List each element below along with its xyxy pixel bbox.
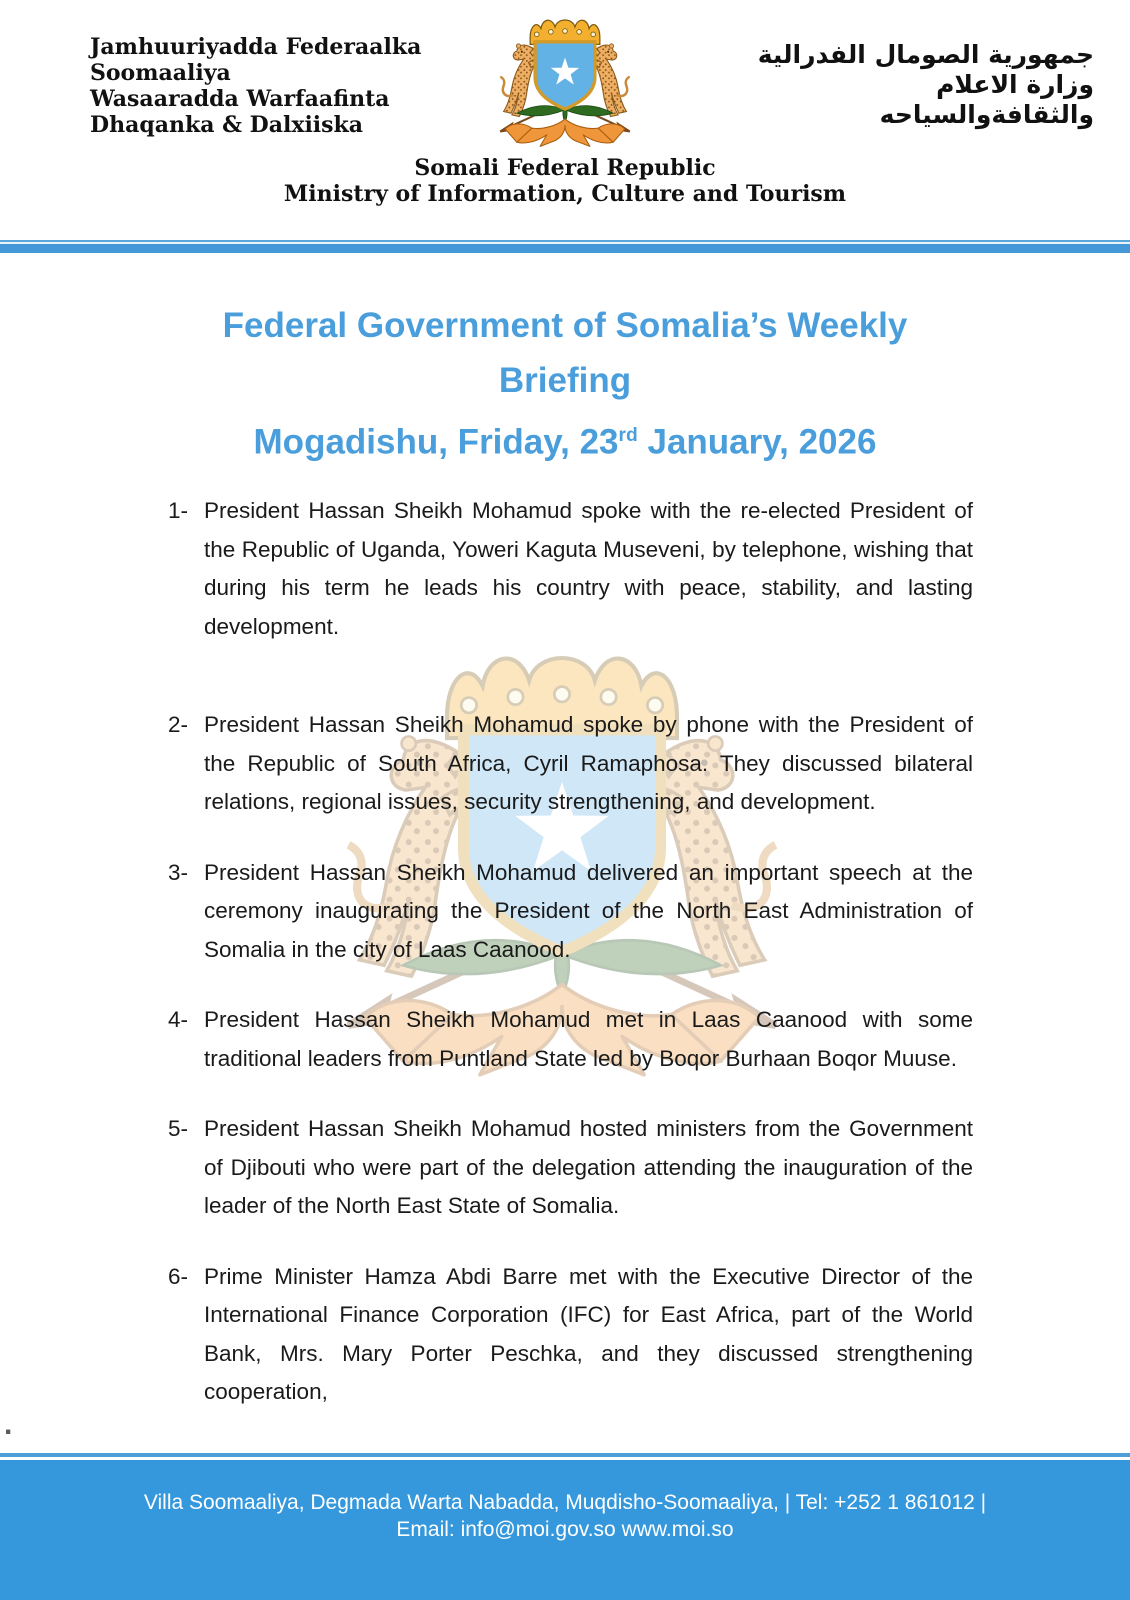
- org-english-line: Somali Federal Republic: [414, 155, 716, 181]
- item-text: President Hassan Sheikh Mohamud met in Laas Caanood with some traditional leaders from Puntland State led by Boqor Burhaan Boqor Muuse.: [204, 1007, 973, 1071]
- briefing-item-5: [168, 1110, 973, 1226]
- arabic-line: والثقافةوالسياحه: [879, 100, 1094, 129]
- item-number: 1-: [168, 498, 189, 523]
- footer-address-line: Villa Soomaaliya, Degmada Warta Nabadda, Muqdisho-Soomaaliya, | Tel: +252 1 861012 |: [143, 1491, 987, 1514]
- item-text: President Hassan Sheikh Mohamud hosted ministers from the Government of Djibouti who were part of the delegation attending the inauguration of the leader of the North East State of Somalia.: [204, 1116, 973, 1218]
- ordinal-superscript: rd: [618, 425, 638, 446]
- briefing-item-2: [168, 706, 973, 822]
- header-divider: [0, 240, 1130, 253]
- item-number: 3-: [168, 859, 189, 885]
- org-line: Dhaqanka & Dalxiiska: [90, 112, 364, 138]
- org-english-line: Ministry of Information, Culture and Tourism: [283, 181, 847, 207]
- footer-email-line: Email: info@moi.gov.so www.moi.so: [396, 1518, 734, 1541]
- title-line-1: Federal Government of Somalia’s Weekly: [222, 306, 908, 345]
- item-text: Prime Minister Hamza Abdi Barre met with the Executive Director of the International Finance Corporation (IFC) for East Africa, part of the World Bank, Mrs. Mary Porter Peschka, and they discussed strengthening cooperation,: [204, 1263, 973, 1404]
- briefing-list: [168, 492, 973, 1444]
- page-title: [0, 298, 1130, 470]
- org-name-arabic: [758, 40, 1094, 130]
- page-footer: [0, 1453, 1130, 1600]
- title-line-2: Briefing: [498, 361, 632, 400]
- org-line: Wasaaradda Warfaafinta: [90, 86, 390, 112]
- item-number: 4-: [168, 1007, 189, 1032]
- stray-mark: .: [4, 1408, 13, 1441]
- footer-contact-band: [0, 1460, 1130, 1600]
- item-number: 6-: [168, 1263, 189, 1289]
- arabic-line: جمهورية الصومال الفدرالية: [757, 40, 1094, 69]
- somalia-coat-of-arms-icon: [482, 16, 648, 149]
- briefing-item-4: [168, 1001, 973, 1078]
- org-line: Jamhuuriyadda Federaalka: [90, 34, 422, 60]
- item-number: 2-: [168, 712, 189, 737]
- item-number: 5-: [168, 1116, 189, 1141]
- item-text: President Hassan Sheikh Mohamud spoke by phone with the President of the Republic of South Africa, Cyril Ramaphosa. They discussed bilateral relations, regional issues, security strengthening, and development.: [204, 712, 973, 814]
- org-name-somali: [90, 34, 421, 138]
- org-name-english: [0, 155, 1130, 207]
- briefing-item-1: [168, 492, 973, 646]
- arabic-line: وزارة الاعلام: [936, 70, 1094, 99]
- org-line: Soomaaliya: [90, 60, 231, 86]
- briefing-item-6: [168, 1258, 973, 1412]
- item-text: President Hassan Sheikh Mohamud delivered an important speech at the ceremony inaugurating the President of the North East Administration of Somalia in the city of Laas Caanood.: [204, 859, 973, 962]
- item-text: President Hassan Sheikh Mohamud spoke with the re-elected President of the Republic of Uganda, Yoweri Kaguta Museveni, by telephone, wishing that during his term he leads his country with peace, stability, and lasting development.: [204, 498, 973, 639]
- briefing-item-3: [168, 854, 973, 970]
- title-line-3: Mogadishu, Friday, 23rd January, 2026: [253, 422, 877, 462]
